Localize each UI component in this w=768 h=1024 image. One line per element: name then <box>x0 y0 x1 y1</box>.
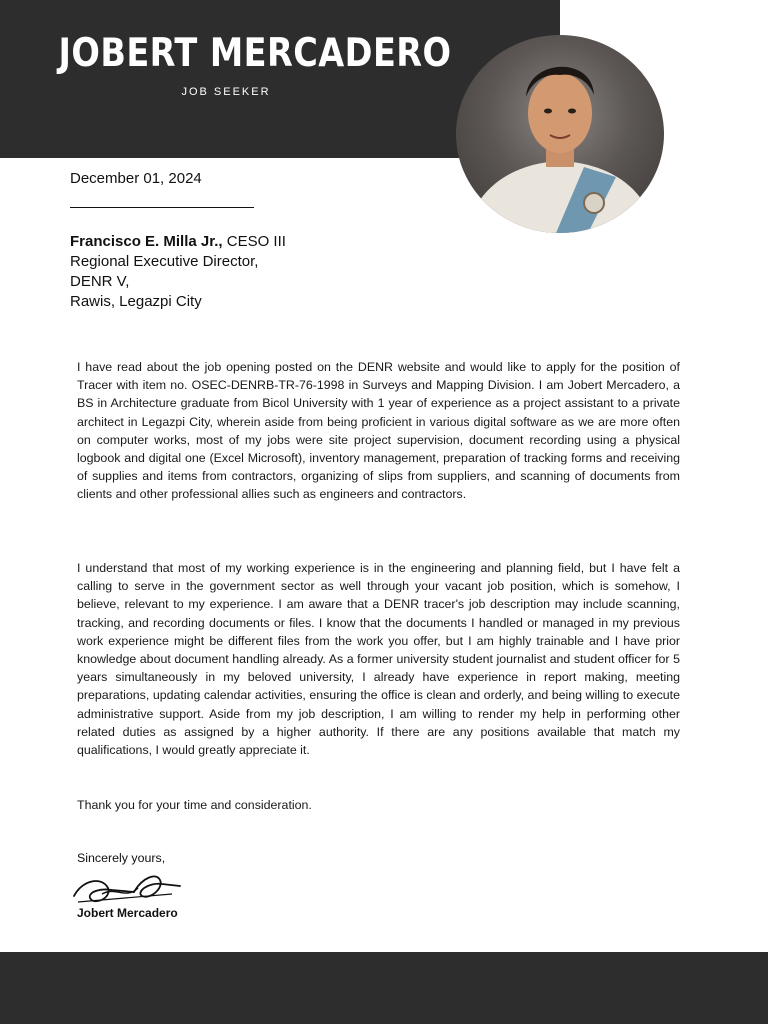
letter-date: December 01, 2024 <box>70 170 202 187</box>
portrait-photo-icon <box>456 35 664 233</box>
addressee-suffix: CESO III <box>222 233 286 250</box>
addressee-name-line <box>70 232 286 252</box>
letter-paragraph-1: I have read about the job opening posted on the DENR website and would like to apply for the position of Tracer with item no. OSEC-DENRB-TR-76-1998 in Surveys and Mapping Division. I am Jobert Mercadero, a BS in Architecture graduate from Bicol University with 1 year of experience as a project assistant to a private architect in Legazpi City, wherein aside from being proficient in various digital software as we are more often on computer works, most of my jobs were site project supervision, document recording using a physical logbook and digital one (Excel Microsoft), inventory management, preparation of tracking forms and receiving of supplies and items from contractors, organizing of slips from suppliers, and scanning of documents from clients and other professional allies such as engineers and contractors. <box>77 360 680 502</box>
letter-paragraph-3: Thank you for your time and consideration. <box>77 798 312 812</box>
footer-band <box>0 952 768 1024</box>
applicant-name: JOBERT MERCADERO <box>58 31 452 76</box>
addressee-title: Regional Executive Director, <box>70 253 259 270</box>
addressee-office: DENR V, <box>70 273 130 290</box>
closing-line: Sincerely yours, <box>77 851 166 865</box>
applicant-role: JOB SEEKER <box>181 86 271 98</box>
letter-paragraph-2: I understand that most of my working experience is in the engineering and planning field, but I have felt a calling to serve in the government sector as well through your vacant job position, which is somehow, I believe, relevant to my experience. I am aware that a DENR tracer's job description may include scanning, tracking, and recording documents or files. I know that the documents I handled or managed in my previous work experience might be different files from the work you offer, but I am highly trainable and I have prior knowledge about document handling already. As a former university student journalist and student officer for 5 years simultaneously in my beloved university, I already have experience in report making, meeting preparations, updating calendar activities, ensuring the office is clean and orderly, and being willing to execute administrative support. Aside from my job description, I am willing to render my help in performing other related duties as assigned by a higher authority. If there are any positions available that match my qualifications, I would greatly appreciate it. <box>77 561 680 758</box>
addressee-block <box>70 232 286 312</box>
profile-photo <box>456 35 664 233</box>
addressee-location: Rawis, Legazpi City <box>70 293 202 310</box>
signer-name: Jobert Mercadero <box>77 906 178 920</box>
date-underline <box>70 207 254 208</box>
addressee-name: Francisco E. Milla Jr., <box>70 233 223 250</box>
